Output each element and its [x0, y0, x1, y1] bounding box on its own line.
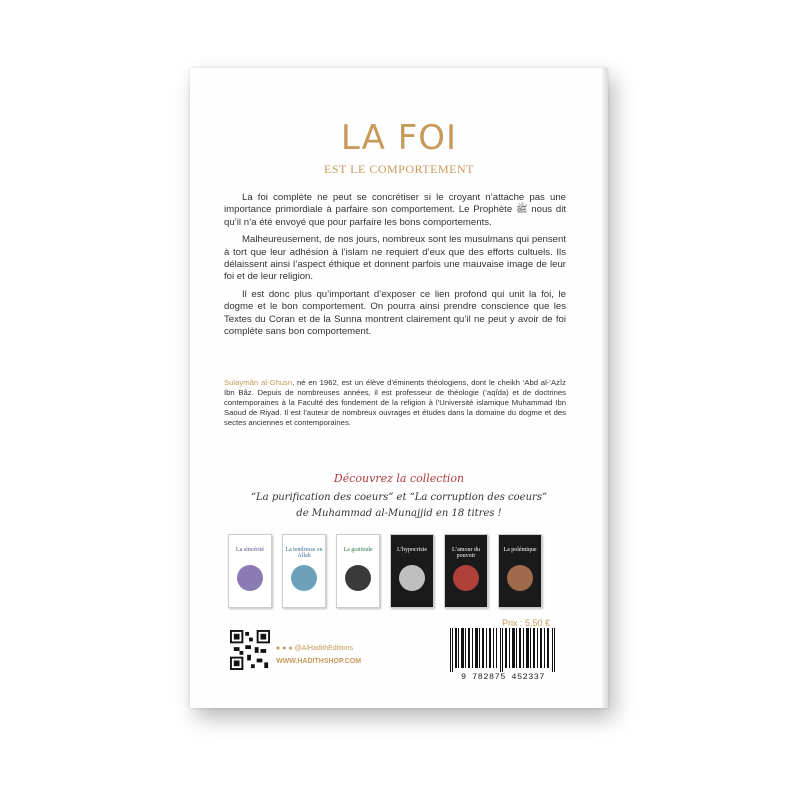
cover-art — [507, 565, 533, 591]
twitter-icon: ● — [282, 645, 287, 652]
cover-thumbnail — [228, 534, 272, 608]
isbn-number: 9 782875 452337 — [460, 672, 545, 682]
instagram-icon: ● — [288, 645, 293, 652]
barcode — [448, 628, 558, 672]
book-subtitle: EST LE COMPORTEMENT — [324, 162, 474, 176]
social-links — [276, 645, 353, 652]
website-url: WWW.HADITHSHOP.COM — [276, 658, 362, 665]
book-title: LA FOI — [340, 118, 458, 158]
cover-thumbnail — [444, 534, 488, 608]
collection-line-1: “La purification des coeurs” et “La corruption des coeurs” — [250, 492, 548, 503]
facebook-icon: ● — [276, 645, 281, 652]
cover-title: La tendresse en Allah — [285, 547, 323, 559]
cover-art — [345, 565, 371, 591]
author-name: Sulaymân al-Ghusn — [224, 378, 293, 387]
collection-heading: Découvrez la collection — [333, 472, 465, 485]
qr-code — [230, 630, 270, 670]
author-bio-text: , né en 1962, est un élève d’éminents théologiens, dont le cheikh ‘Abd al-‘Azîz Ibn Bâz. Depuis de nombreuses années, il est professeur de théologie (‘aqîda) et de doctrines contemporaines à la Faculté des fondement de la religion à l’Université islamique Muhammad Ibn Saoud de Riyad. Il est l’auteur de nombreux ouvrages et études dans la domaine du dogme et des sectes anciennes et contemporaines. — [224, 378, 566, 427]
cover-title: L’hypocrisie — [396, 547, 428, 553]
cover-thumbnail — [390, 534, 434, 608]
price-label: Prix : 5,50 € — [502, 618, 551, 628]
cover-thumbnail — [282, 534, 326, 608]
blurb-paragraph: Il est donc plus qu’important d’exposer ce lien profond qui unit la foi, le dogme et le bon comportement. On pourra ainsi prendre conscience que les Textes du Coran et de la Sunna montrent clairement qu’il ne peut y avoir de foi complète sans bon comportement. — [224, 288, 566, 338]
cover-art — [291, 565, 317, 591]
cover-title: L’amour du pouvoir — [452, 547, 480, 559]
cover-title: La polémique — [503, 547, 537, 553]
book-back-cover — [190, 68, 608, 708]
collection-covers — [228, 534, 548, 614]
cover-art — [453, 565, 479, 591]
blurb — [224, 192, 566, 343]
social-handle: @AlHadithEditions — [294, 645, 354, 652]
collection-line-2: de Muhammad al-Munajjid en 18 titres ! — [296, 508, 502, 519]
blurb-paragraph: La foi complète ne peut se concrétiser si le croyant n’attache pas une importance primordiale à parfaire son comportement. Le Prophète ﷺ nous dit qu’il n’a été envoyé que pour parfaire les bons comportements. — [224, 192, 566, 228]
cover-art — [237, 565, 263, 591]
blurb-paragraph: Malheureusement, de nos jours, nombreux sont les musulmans qui pensent à tort que leur adhésion à l’islam ne requiert d’eux que des efforts cultuels. Ils délaissent ainsi l’aspect éthique et donnent parfois une mauvaise image de leur foi et de leur religion. — [224, 234, 566, 283]
cover-thumbnail — [498, 534, 542, 608]
author-bio — [224, 378, 566, 428]
cover-title: La sincérité — [235, 547, 265, 553]
cover-title: La gratitude — [343, 547, 373, 553]
cover-thumbnail — [336, 534, 380, 608]
cover-art — [399, 565, 425, 591]
